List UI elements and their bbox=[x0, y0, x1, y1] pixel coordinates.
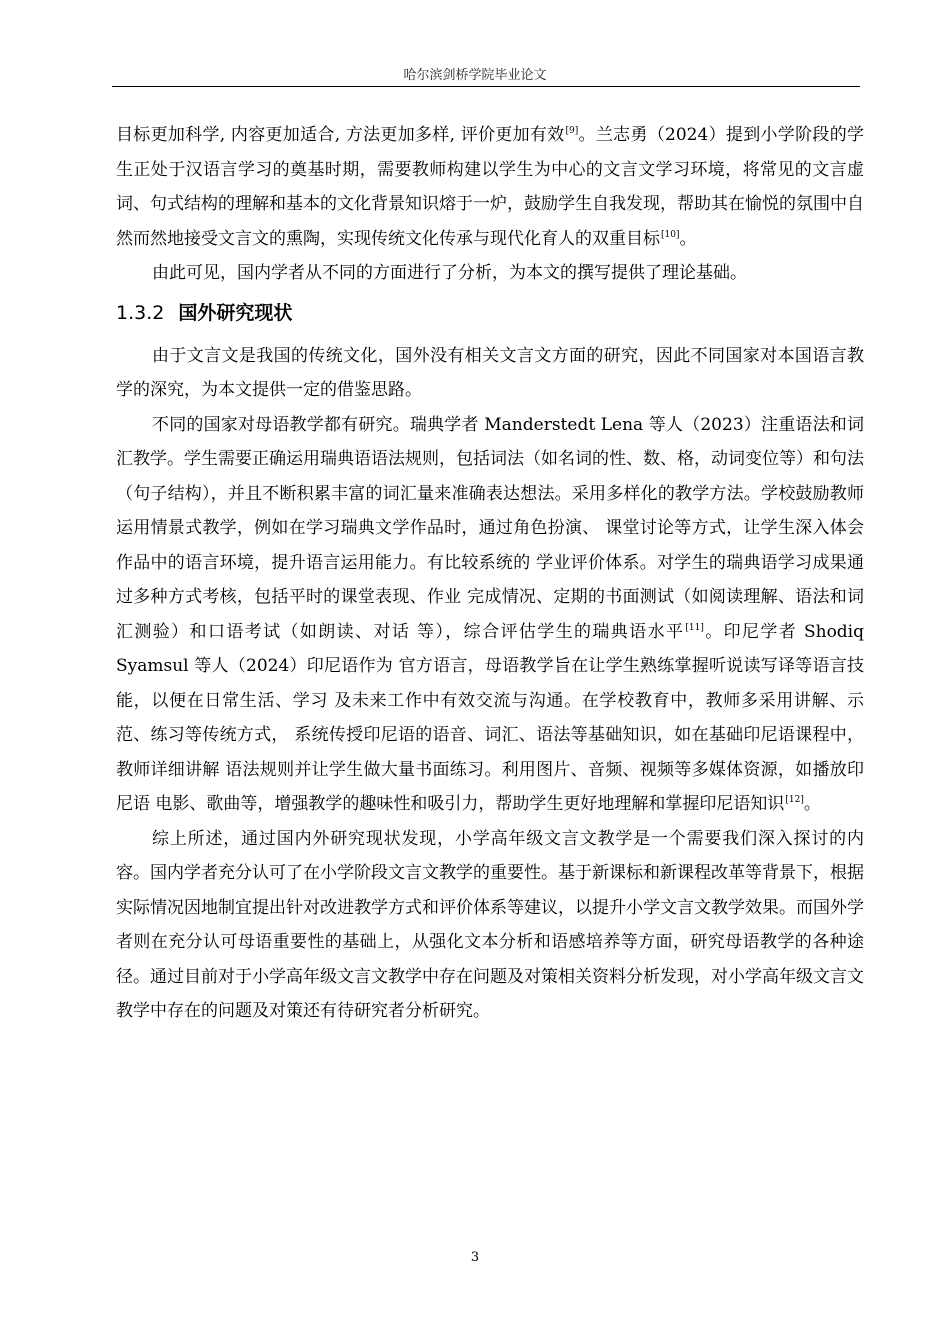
page-number: 3 bbox=[470, 1250, 480, 1265]
citation-10: [10] bbox=[661, 229, 680, 240]
paragraph-1-text-3: 。 bbox=[679, 228, 697, 249]
paragraph-4-text-2: 。印尼学者 Shodiq Syamsul 等人（2024）印尼语作为 官方语言，母语教学旨在让学生熟练掌握听说读写译等语言技能，以便在日常生活、学习 及未来工作中有效交流与沟通。在学校教育中，教师多采用讲解、示范、练习等传统方式， 系统传授印尼语的语音、词汇、语法等基础知识，如在基础印尼语课程中，教师详细讲解 语法规则并让学生做大量书面练习。利用图片、音频、视频等多媒体资源，如播放印尼语 电影、歌曲等，增强教学的趣味性和吸引力，帮助学生更好地理解和掌握印尼语知识 bbox=[116, 621, 865, 814]
paragraph-2: 由此可见，国内学者从不同的方面进行了分析，为本文的撰写提供了理论基础。 bbox=[152, 263, 747, 283]
section-number: 1.3.2 bbox=[116, 301, 165, 324]
header-divider bbox=[112, 86, 860, 87]
paragraph-4-text: 不同的国家对母语教学都有研究。瑞典学者 Manderstedt Lena 等人（2023）注重语法和词汇教学。学生需要正确运用瑞典语语法规则，包括词法（如名词的性、数、格，动词变位等）和句法（句子结构），并且不断积累丰富的词汇量来准确表达想法。采用多样化的教学方法。学校鼓励教师运用情景式教学，例如在学习瑞典文学作品时，通过角色扮演、 课堂讨论等方式，让学生深入体会作品中的语言环境，提升语言运用能力。有比较系统的 学业评价体系。对学生的瑞典语学习成果通过多种方式考核，包括平时的课堂表现、作业 完成情况、定期的书面测试（如阅读理解、语法和词汇测验）和口语考试（如朗读、对话 等），综合评估学生的瑞典语水平 bbox=[116, 414, 864, 642]
citation-12: [12] bbox=[785, 795, 804, 806]
paragraph-1-text-2: 。兰志勇（2024）提到小学阶段的学生正处于汉语言学习的奠基时期，需要教师构建以学生为中心的文言文学习环境，将常见的文言虚词、句式结构的理解和基本的文化背景知识熔于一炉，鼓励学生自我发现，帮助其在愉悦的氛围中自然而然地接受文言文的熏陶，实现传统文化传承与现代化育人的双重目标 bbox=[116, 125, 864, 249]
citation-9: [9] bbox=[565, 126, 579, 137]
paragraph-1-text: 目标更加科学, 内容更加适合, 方法更加多样, 评价更加有效 bbox=[116, 125, 565, 145]
page-body bbox=[116, 118, 864, 1029]
paragraph-4-text-3: 。 bbox=[803, 794, 821, 814]
section-title: 国外研究现状 bbox=[178, 301, 293, 324]
paragraph-4 bbox=[116, 408, 864, 822]
paragraph-3: 由于文言文是我国的传统文化，国外没有相关文言文方面的研究，因此不同国家对本国语言教学的深究，为本文提供一定的借鉴思路。 bbox=[116, 345, 864, 400]
page-header: 哈尔滨剑桥学院毕业论文 bbox=[403, 68, 547, 83]
citation-11: [11] bbox=[685, 622, 704, 633]
paragraph-5: 综上所述，通过国内外研究现状发现，小学高年级文言文教学是一个需要我们深入探讨的内容。国内学者充分认可了在小学阶段文言文教学的重要性。基于新课标和新课程改革等背景下，根据实际情况因地制宜提出针对改进教学方式和评价体系等建议，以提升小学文言文教学效果。而国外学者则在充分认可母语重要性的基础上，从强化文本分析和语感培养等方面，研究母语教学的各种途径。通过目前对于小学高年级文言文教学中存在问题及对策相关资料分析发现，对小学高年级文言文教学中存在的问题及对策还有待研究者分析研究。 bbox=[116, 828, 864, 1021]
paragraph-1 bbox=[116, 118, 864, 256]
section-heading bbox=[116, 291, 864, 339]
